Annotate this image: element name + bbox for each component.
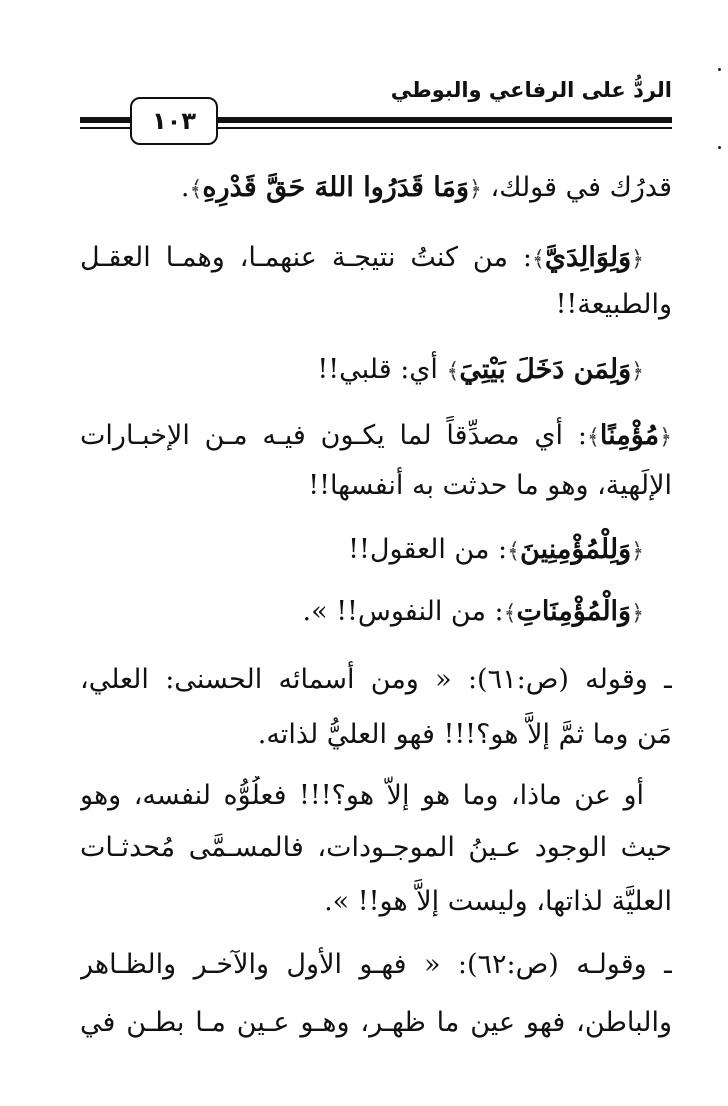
line-text: ـ وقوله (ص:٦١): « ومن أسمائه الحسنى: العلي،: [80, 664, 672, 695]
text-line: [80, 416, 672, 456]
text-line: [80, 945, 672, 985]
quran-bracket-close: ﴾: [446, 359, 460, 384]
line-text-after: : أي مصدِّقاً لما يكـون فيـه مـن الإخبـارات: [80, 420, 587, 451]
quran-verse: وَمَا قَدَرُوا اللهَ حَقَّ قَدْرِهِ: [202, 172, 470, 203]
text-line: [181, 168, 672, 210]
quran-bracket-open: ﴿: [631, 359, 644, 384]
line-text: أو عن ماذا، وما هو إلاَّ هو؟!!! فعلُوُّه لنفسه، وهو: [80, 780, 644, 811]
quran-bracket-open: ﴿: [631, 601, 644, 626]
line-text: والطبيعة!!: [555, 289, 672, 320]
line-text: قدرُك في قولك،: [481, 172, 672, 203]
line-text: العليَّة لذاتها، وليست إلاَّ هو!! ».: [324, 886, 672, 917]
quran-bracket-close: ﴾: [503, 601, 517, 626]
line-text-after: أي: قلبي!!: [317, 354, 447, 385]
text-line: [80, 776, 644, 816]
text-line: [556, 285, 672, 325]
text-line: [80, 1003, 672, 1043]
quran-bracket-open: ﴿: [469, 177, 482, 202]
quran-verse: مُؤْمِنًا: [599, 420, 660, 451]
quran-bracket-close: ﴾: [531, 247, 545, 272]
line-text-after: : من العقول!!: [348, 534, 508, 565]
quran-bracket-close: ﴾: [507, 539, 521, 564]
text-line: [348, 530, 644, 572]
text-line: [80, 238, 644, 278]
text-line: [80, 660, 672, 700]
quran-verse: وَالْمُؤْمِنَاتِ: [516, 596, 632, 627]
page-number: ١٠٣: [130, 97, 218, 145]
line-text: مَن وما ثمَّ إلاَّ هو؟!!! فهو العليُّ لذاته.: [257, 719, 672, 750]
quran-bracket-close: ﴾: [586, 425, 600, 450]
line-text-after: : من كنتُ نتيجـة عنهمـا، وهمـا العقـل: [80, 242, 532, 273]
running-title: الردُّ على الرفاعي والبوطي: [390, 78, 672, 102]
text-line: [317, 350, 644, 392]
edge-mark-bottom: [718, 146, 721, 149]
text-line: [303, 592, 644, 634]
text-line: [80, 828, 672, 868]
line-text: ـ وقولـه (ص:٦٢): « فهـو الأول والآخـر والظـاهر: [80, 949, 672, 980]
line-text: والباطن، فهو عين ما ظهـر، وهـو عـين مـا بطـن في: [80, 1007, 672, 1038]
quran-bracket-open: ﴿: [659, 425, 672, 450]
text-line: [308, 466, 672, 506]
quran-bracket-open: ﴿: [631, 247, 644, 272]
quran-bracket-close: ﴾: [189, 177, 203, 202]
line-text-after: : من النفوس!! ».: [302, 596, 504, 627]
line-text: الإلَهية، وهو ما حدثت به أنفسها!!: [308, 470, 672, 501]
quran-verse: وَلِمَن دَخَلَ بَيْتِيَ: [459, 354, 632, 385]
line-text-after: .: [180, 172, 190, 203]
text-line: [324, 882, 672, 922]
quran-verse: وَلِوَالِدَيَّ: [544, 242, 632, 273]
edge-mark-top: [718, 68, 721, 71]
text-line: [258, 715, 672, 755]
quran-bracket-open: ﴿: [631, 539, 644, 564]
quran-verse: وَلِلْمُؤْمِنِينَ: [520, 534, 632, 565]
line-text: حيث الوجود عـينُ الموجـودات، فالمسـمَّى مُحدثـات: [80, 832, 672, 863]
